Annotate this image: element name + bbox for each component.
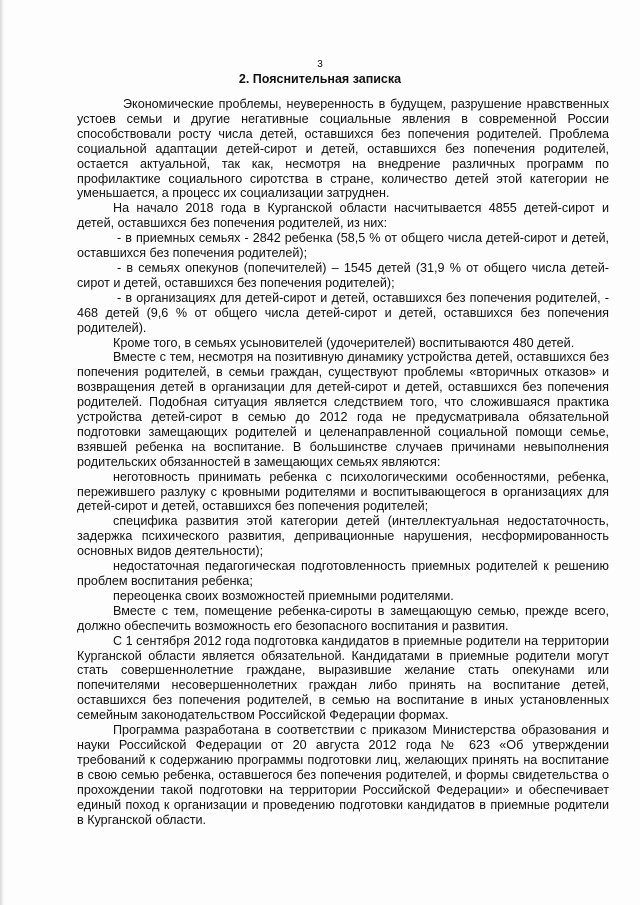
page-number: 3 xyxy=(317,59,323,70)
paragraph-secondary-refusals: Вместе с тем, несмотря на позитивную динамику устройства детей, оставшихся без попечения родителей, в семьи граждан, существуют проблемы «вторичных отказов» и возвращения детей в организации для детей-сирот и детей, оставшихся без попечения родителей. Подобная ситуация является следствием того, что сложившаяся практика устройства детей-сирот в семью до 2012 года не предусматривала обязательной подготовки замещающих родителей и целенаправленной социальной помощи семье, взявшей ребенка на воспитание. В большинстве случаев причинами невыполнения родительских обязанностей в замещающих семьях являются: xyxy=(77,350,609,469)
reason-item-unreadiness: неготовность принимать ребенка с психологическими особенностями, ребенка, пережившего разлуку с кровными родителями и воспитывающегося в организациях для детей-сирот и детей, оставшихся без попечения родителей; xyxy=(77,469,609,514)
list-item-organizations: - в организациях для детей-сирот и детей, оставшихся без попечения родителей, - 468 детей (9,6 % от общего числа детей-сирот и детей, оставшихся без попечения родителей). xyxy=(77,290,609,335)
document-body xyxy=(77,97,609,827)
list-item-foster-families: - в приемных семьях - 2842 ребенка (58,5 % от общего числа детей-сирот и детей, оставшихся без попечения родителей); xyxy=(77,231,609,261)
list-item-guardian-families: - в семьях опекунов (попечителей) – 1545 детей (31,9 % от общего числа детей-сирот и детей, оставшихся без попечения родителей); xyxy=(77,260,609,290)
scan-shadow xyxy=(0,0,4,905)
reason-item-development-specifics: специфика развития этой категории детей (интеллектуальная недостаточность, задержка психического развития, депривационные нарушения, несформированность основных видов деятельности); xyxy=(77,514,609,559)
reason-item-overestimation: переоценка своих возможностей приемными родителями. xyxy=(113,588,454,603)
paragraph-intro: Экономические проблемы, неуверенность в будущем, разрушение нравственных устоев семьи и другие негативные социальные явления в современной России способствовали росту числа детей, оставшихся без попечения родителей. Проблема социальной адаптации детей-сирот и детей, оставшихся без попечения родителей, остается актуальной, так как, несмотря на внедрение различных программ по профилактике социального сиротства в стране, количество детей этой категории не уменьшается, а процесс их социализации затруднен. xyxy=(77,97,609,201)
paragraph-safe-upbringing: Вместе с тем, помещение ребенка-сироты в замещающую семью, прежде всего, должно обеспечить возможность его безопасного воспитания и развития. xyxy=(77,603,609,633)
paragraph-mandatory-training: С 1 сентября 2012 года подготовка кандидатов в приемные родители на территории Курганской области является обязательной. Кандидатами в приемные родители могут стать совершеннолетние граждане, выразившие желание стать опекунами или попечителями несовершеннолетних граждан либо принять на воспитание детей, оставшихся без попечения родителей, в семью на воспитание в иных установленных семейным законодательством Российской Федерации формах. xyxy=(77,633,609,723)
paragraph-adoptive-families: Кроме того, в семьях усыновителей (удочерителей) воспитываются 480 детей. xyxy=(113,335,575,350)
paragraph-statistics: На начало 2018 года в Курганской области насчитывается 4855 детей-сирот и детей, оставшихся без попечения родителей, из них: xyxy=(77,201,609,231)
reason-item-pedagogical-preparedness: недостаточная педагогическая подготовленность приемных родителей к решению проблем воспитания ребенка; xyxy=(77,559,609,588)
paragraph-program-basis: Программа разработана в соответствии с приказом Министерства образования и науки Российской Федерации от 20 августа 2012 года № 623 «Об утверждении требований к содержанию программы подготовки лиц, желающих принять на воспитание в свою семью ребенка, оставшегося без попечения родителей, и формы свидетельства о прохождении такой подготовки на территории Российской Федерации» и обеспечивает единый поход к организации и проведению подготовки кандидатов в приемные родители в Курганской области. xyxy=(77,723,609,827)
section-heading: 2. Пояснительная записка xyxy=(238,72,402,86)
